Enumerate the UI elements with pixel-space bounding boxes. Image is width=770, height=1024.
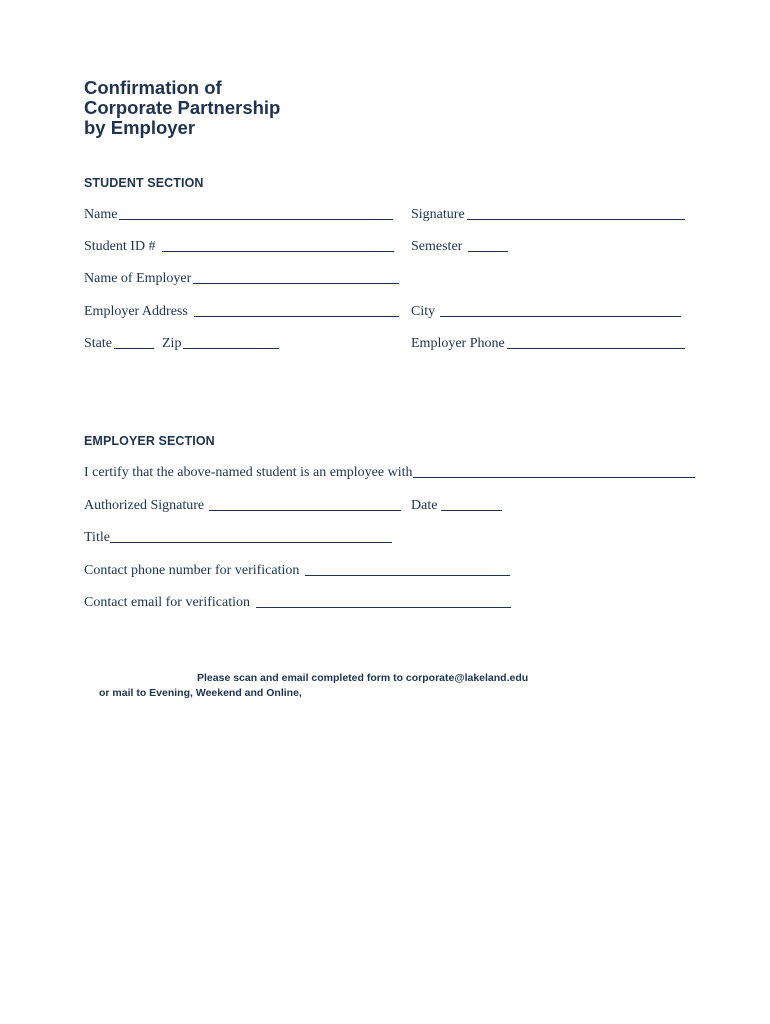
student-id-field[interactable] (84, 237, 394, 255)
semester-label: Semester (411, 239, 463, 254)
state-label: State (84, 336, 112, 351)
zip-label: Zip (162, 336, 182, 351)
authorized-signature-line[interactable] (209, 510, 401, 511)
employer-address-label: Employer Address (84, 304, 188, 319)
name-line[interactable] (119, 219, 393, 220)
employer-phone-field[interactable] (411, 334, 685, 352)
contact-email-label: Contact email for verification (84, 595, 250, 610)
authorized-signature-label: Authorized Signature (84, 498, 205, 513)
certify-label: I certify that the above-named student is an employee with (84, 465, 413, 480)
employer-name-label: Name of Employer (84, 271, 192, 286)
semester-field[interactable] (411, 237, 508, 255)
employer-phone-line[interactable] (507, 348, 685, 349)
certify-line[interactable] (413, 477, 695, 478)
contact-email-field[interactable] (84, 593, 511, 611)
form-title-line-2: Corporate Partnership (84, 97, 281, 118)
signature-line[interactable] (467, 219, 685, 220)
city-line[interactable] (440, 316, 681, 317)
date-line[interactable] (441, 510, 502, 511)
signature-field[interactable] (411, 205, 685, 223)
state-field[interactable] (84, 334, 154, 352)
footer-mail-note: or mail to Evening, Weekend and Online, (99, 687, 302, 699)
date-label: Date (411, 498, 438, 513)
form-title-line-1: Confirmation of (84, 77, 222, 98)
title-line[interactable] (110, 542, 392, 543)
employer-address-line[interactable] (194, 316, 399, 317)
student-section-heading: STUDENT SECTION (84, 176, 204, 190)
title-label: Title (84, 530, 110, 545)
certify-field[interactable] (84, 463, 695, 481)
footer-email-note: Please scan and email completed form to corporate@lakeland.edu (197, 672, 529, 684)
contact-email-line[interactable] (256, 607, 511, 608)
contact-phone-field[interactable] (84, 561, 510, 579)
form-title-line-3: by Employer (84, 117, 196, 138)
form-title (84, 78, 280, 138)
city-field[interactable] (411, 302, 681, 320)
name-field[interactable] (84, 205, 393, 223)
signature-label: Signature (411, 207, 465, 222)
employer-address-field[interactable] (84, 302, 399, 320)
employer-name-line[interactable] (193, 283, 399, 284)
student-id-line[interactable] (162, 251, 394, 252)
state-line[interactable] (114, 348, 154, 349)
contact-phone-line[interactable] (305, 575, 510, 576)
authorized-signature-field[interactable] (84, 496, 401, 514)
title-field[interactable] (84, 528, 392, 546)
city-label: City (411, 304, 436, 319)
employer-name-field[interactable] (84, 269, 399, 287)
zip-field[interactable] (162, 334, 279, 352)
student-id-label: Student ID # (84, 239, 156, 254)
contact-phone-label: Contact phone number for verification (84, 563, 300, 578)
semester-line[interactable] (468, 251, 508, 252)
employer-phone-label: Employer Phone (411, 336, 505, 351)
date-field[interactable] (411, 496, 502, 514)
employer-section-heading: EMPLOYER SECTION (84, 434, 215, 448)
zip-line[interactable] (183, 348, 279, 349)
name-label: Name (84, 207, 118, 222)
